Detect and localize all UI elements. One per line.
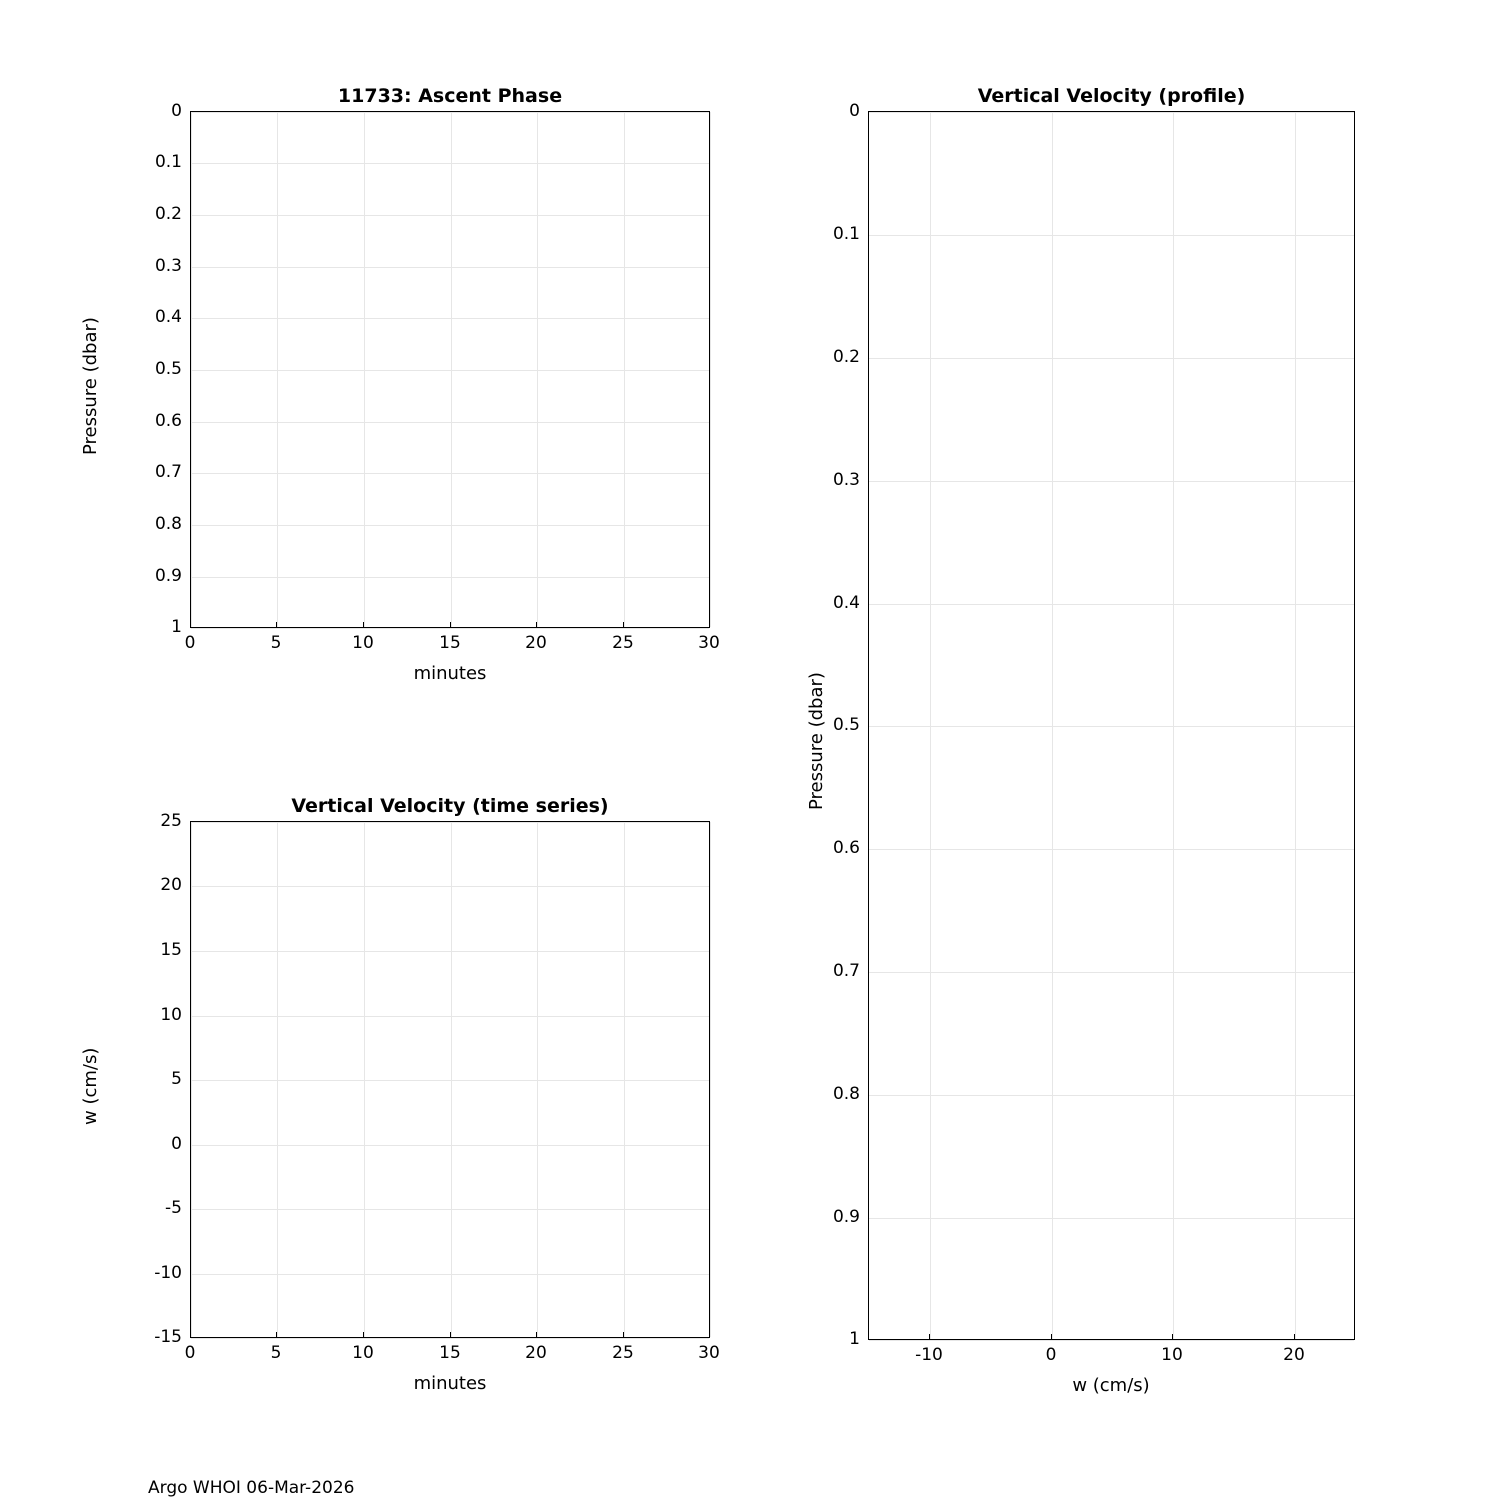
gridline [191, 318, 709, 319]
tick-mark [276, 1332, 277, 1338]
y-tick-label: 0.8 [832, 1084, 860, 1104]
gridline [191, 215, 709, 216]
x-tick-label: 20 [525, 1343, 547, 1363]
gridline [191, 822, 709, 823]
gridline [191, 951, 709, 952]
gridline [191, 370, 709, 371]
y-tick-label: 25 [160, 811, 182, 831]
y-tick-label: -10 [154, 1263, 182, 1283]
x-axis-label: w (cm/s) [1072, 1375, 1150, 1396]
gridline [869, 604, 1354, 605]
x-tick-label: 30 [698, 633, 720, 653]
y-tick-label: 0.9 [832, 1207, 860, 1227]
tick-mark [190, 622, 191, 628]
gridline [191, 473, 709, 474]
y-axis-label: w (cm/s) [80, 1047, 101, 1125]
x-tick-label: 10 [1161, 1345, 1183, 1365]
gridline [191, 577, 709, 578]
x-tick-label: 5 [270, 1343, 282, 1363]
tick-mark [623, 1332, 624, 1338]
y-axis-label: Pressure (dbar) [80, 317, 101, 455]
gridline [869, 358, 1354, 359]
y-tick-label: 15 [160, 940, 182, 960]
y-tick-label: 0.2 [154, 204, 182, 224]
y-tick-label: 0.3 [832, 470, 860, 490]
y-axis-label: Pressure (dbar) [806, 672, 827, 810]
gridline [191, 163, 709, 164]
tick-mark [190, 1332, 191, 1338]
gridline [191, 1016, 709, 1017]
tick-mark [363, 622, 364, 628]
y-tick-label: 0 [171, 1134, 182, 1154]
gridline [869, 726, 1354, 727]
x-tick-label: 0 [184, 633, 196, 653]
tick-mark [709, 1332, 710, 1338]
tick-mark [1051, 1334, 1052, 1340]
plot-area-ascent-phase [190, 111, 710, 628]
y-tick-label: 0.1 [832, 224, 860, 244]
y-tick-label: 20 [160, 875, 182, 895]
y-tick-label: 0.9 [154, 566, 182, 586]
plot-area-vertical-velocity-time-series [190, 821, 710, 1338]
gridline [191, 1338, 709, 1339]
y-tick-label: -15 [154, 1327, 182, 1347]
gridline [710, 822, 711, 1337]
y-tick-label: 0.2 [832, 347, 860, 367]
y-tick-label: 0 [849, 101, 860, 121]
chart-title-vertical-velocity-time-series: Vertical Velocity (time series) [291, 795, 609, 817]
tick-mark [623, 622, 624, 628]
tick-mark [929, 1334, 930, 1340]
gridline [869, 1340, 1354, 1341]
y-tick-label: -5 [165, 1198, 182, 1218]
tick-mark [709, 622, 710, 628]
gridline [191, 422, 709, 423]
y-tick-label: 5 [171, 1069, 182, 1089]
x-tick-label: 0 [184, 1343, 196, 1363]
gridline [869, 481, 1354, 482]
gridline [191, 267, 709, 268]
y-tick-label: 0.3 [154, 256, 182, 276]
x-tick-label: 20 [1283, 1345, 1305, 1365]
gridline [191, 1145, 709, 1146]
chart-title-vertical-velocity-profile: Vertical Velocity (profile) [977, 85, 1246, 107]
x-tick-label: 25 [612, 1343, 634, 1363]
y-tick-label: 0.1 [154, 152, 182, 172]
x-axis-label: minutes [413, 663, 487, 684]
y-tick-label: 10 [160, 1005, 182, 1025]
tick-mark [276, 622, 277, 628]
tick-mark [450, 1332, 451, 1338]
x-axis-label: minutes [413, 1373, 487, 1394]
y-tick-label: 0.8 [154, 514, 182, 534]
gridline [191, 525, 709, 526]
x-tick-label: 25 [612, 633, 634, 653]
gridline [191, 1209, 709, 1210]
tick-mark [1294, 1334, 1295, 1340]
chart-title-ascent-phase: 11733: Ascent Phase [337, 85, 563, 107]
footer-credit: Argo WHOI 06-Mar-2026 [148, 1478, 355, 1498]
gridline [191, 1080, 709, 1081]
y-tick-label: 1 [849, 1329, 860, 1349]
x-tick-label: 30 [698, 1343, 720, 1363]
x-tick-label: 15 [439, 1343, 461, 1363]
x-tick-label: 10 [352, 1343, 374, 1363]
y-tick-label: 0.5 [154, 359, 182, 379]
y-tick-label: 1 [171, 617, 182, 637]
y-tick-label: 0.7 [832, 961, 860, 981]
x-tick-label: 15 [439, 633, 461, 653]
tick-mark [536, 622, 537, 628]
gridline [869, 849, 1354, 850]
gridline [191, 628, 709, 629]
gridline [869, 1095, 1354, 1096]
y-tick-label: 0 [171, 101, 182, 121]
panel-ascent-phase [80, 85, 720, 684]
gridline [869, 972, 1354, 973]
gridline [191, 1274, 709, 1275]
y-tick-label: 0.4 [832, 593, 860, 613]
y-tick-label: 0.4 [154, 307, 182, 327]
gridline [710, 112, 711, 627]
gridline [191, 112, 709, 113]
y-tick-label: 0.5 [832, 715, 860, 735]
tick-mark [1172, 1334, 1173, 1340]
panel-vertical-velocity-profile [806, 85, 1355, 1396]
gridline [869, 235, 1354, 236]
x-tick-label: 0 [1045, 1345, 1057, 1365]
gridline [869, 1218, 1354, 1219]
plot-area-vertical-velocity-profile [868, 111, 1355, 1340]
y-tick-label: 0.6 [154, 411, 182, 431]
tick-mark [536, 1332, 537, 1338]
tick-mark [450, 622, 451, 628]
gridline [191, 886, 709, 887]
y-tick-label: 0.7 [154, 462, 182, 482]
x-tick-label: 5 [270, 633, 282, 653]
x-tick-label: -10 [915, 1345, 943, 1365]
tick-mark [363, 1332, 364, 1338]
x-tick-label: 10 [352, 633, 374, 653]
x-tick-label: 20 [525, 633, 547, 653]
y-tick-label: 0.6 [832, 838, 860, 858]
gridline [869, 112, 1354, 113]
panel-vertical-velocity-time-series [80, 795, 720, 1394]
